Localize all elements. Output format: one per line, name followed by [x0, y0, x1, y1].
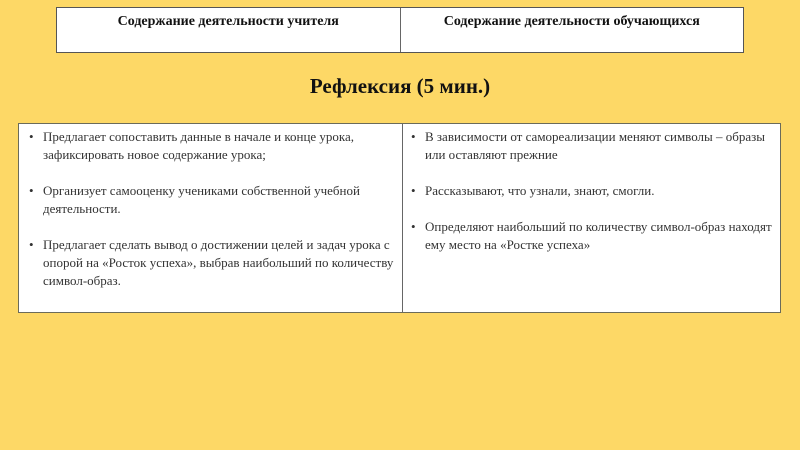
bullet-icon: • — [29, 237, 34, 252]
teacher-item: • Предлагает сделать вывод о достижении целей и задач урока с опорой на «Росток успеха», выбрав наибольший по количеству символ-образ. — [29, 237, 394, 288]
reflection-table — [18, 123, 781, 313]
student-item: • Рассказывают, что узнали, знают, смогли. — [411, 183, 655, 198]
header-students: Содержание деятельности обучающихся — [400, 8, 744, 52]
teacher-column — [19, 124, 403, 312]
header-teacher: Содержание деятельности учителя — [117, 14, 339, 29]
student-item: • Определяют наибольший по количеству символ-образ находят ему место на «Ростке успеха» — [411, 219, 772, 252]
bullet-icon: • — [411, 219, 416, 234]
header-table — [56, 7, 744, 53]
student-item: • В зависимости от самореализации меняют символы – образы или оставляют прежние — [411, 129, 766, 162]
bullet-icon: • — [29, 129, 34, 144]
bullet-icon: • — [411, 183, 416, 198]
bullet-icon: • — [411, 129, 416, 144]
teacher-item: • Предлагает сопоставить данные в начале и конце урока, зафиксировать новое содержание урока; — [29, 129, 355, 162]
students-column — [403, 124, 780, 312]
page-title: Рефлексия (5 мин.) — [309, 74, 491, 98]
teacher-item: • Организует самооценку учениками собственной учебной деятельности. — [29, 183, 360, 216]
bullet-icon: • — [29, 183, 34, 198]
